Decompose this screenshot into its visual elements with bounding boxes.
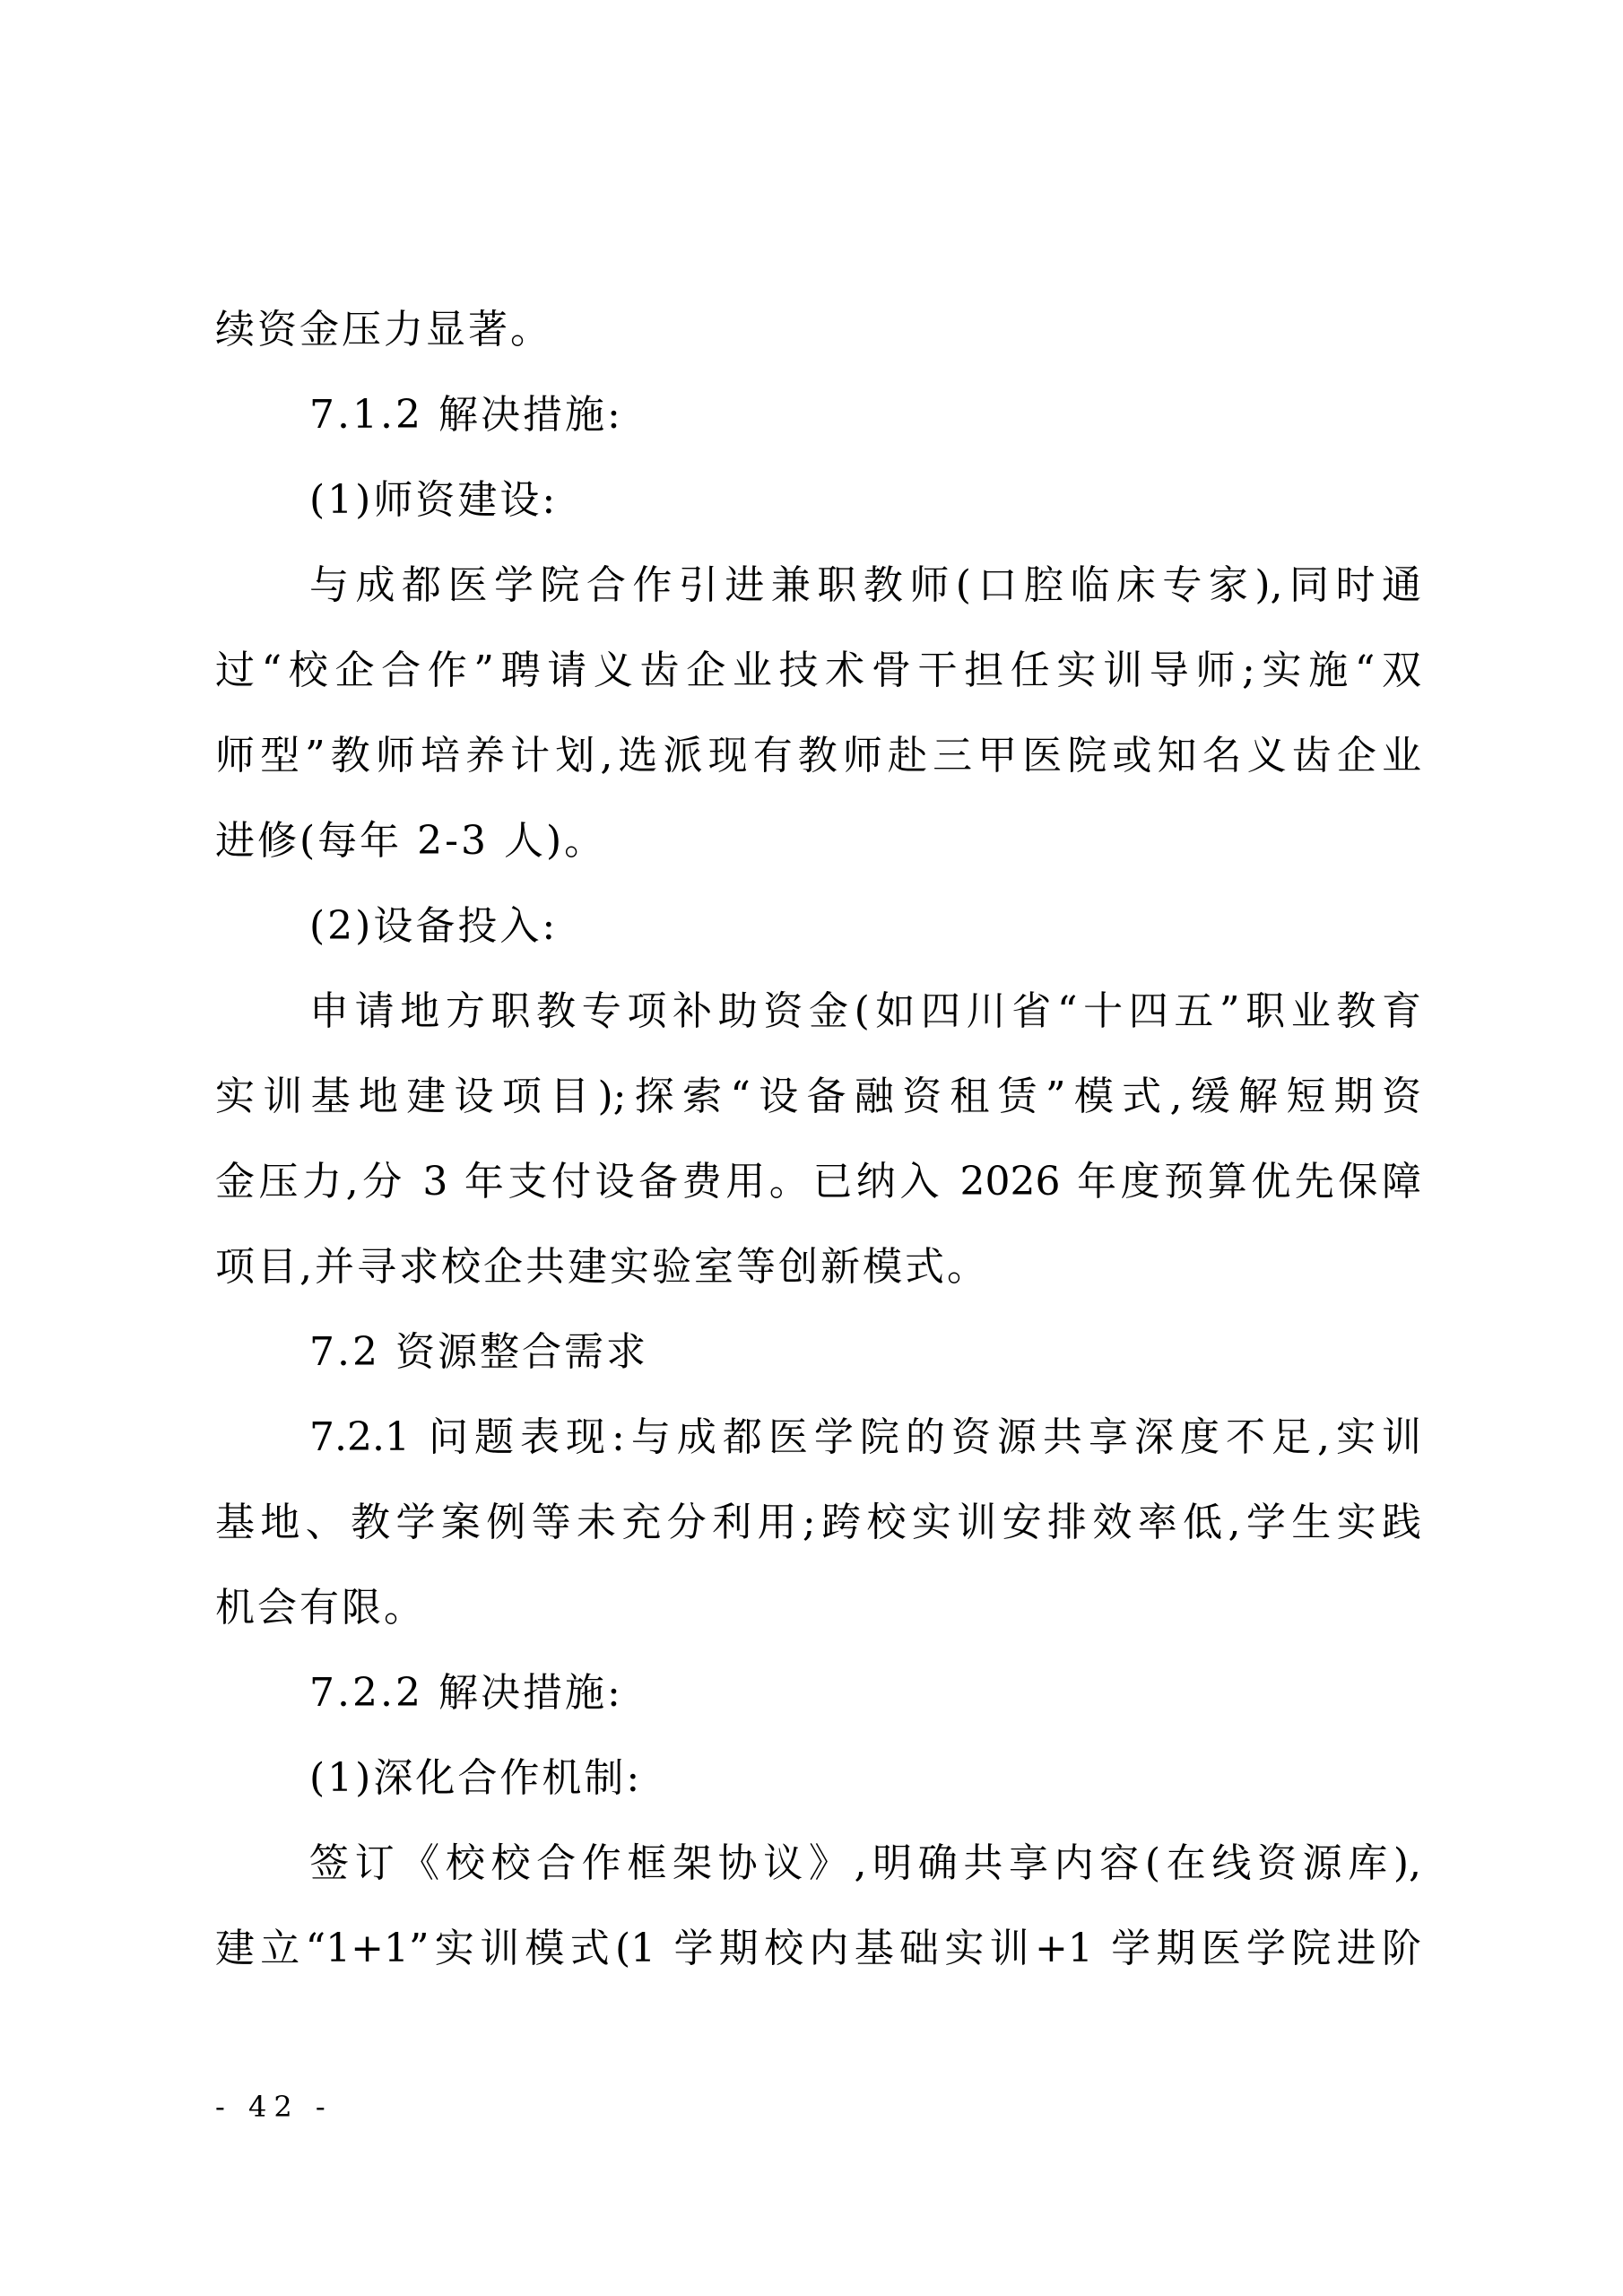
text-block	[215, 287, 1421, 1991]
text-line: 师型”教师培养计划,选派现有教师赴三甲医院或知名义齿企业	[215, 733, 1421, 778]
text-line: 金压力,分 3 年支付设备费用。已纳入 2026 年度预算优先保障	[215, 1159, 1421, 1205]
text-line: 与成都医学院合作引进兼职教师(口腔临床专家),同时通	[309, 562, 1421, 608]
page-number: - 42 -	[215, 2090, 333, 2124]
text-line-heading: 7.2 资源整合需求	[309, 1329, 648, 1375]
text-line: 建立“1+1”实训模式(1 学期校内基础实训+1 学期医学院进阶	[215, 1926, 1421, 1971]
text-line: 签订《校校合作框架协议》,明确共享内容(在线资源库),	[309, 1840, 1421, 1886]
text-line: 进修(每年 2-3 人)。	[215, 818, 607, 864]
text-line: 基地、教学案例等未充分利用;跨校实训安排效率低,学生实践	[215, 1500, 1421, 1545]
text-line-heading: (1)深化合作机制:	[309, 1755, 643, 1801]
text-line: 申请地方职教专项补助资金(如四川省“十四五”职业教育	[309, 988, 1421, 1034]
text-line: 机会有限。	[215, 1585, 426, 1631]
text-line-heading: 7.2.2 解决措施:	[309, 1670, 623, 1716]
text-line-heading: (1)师资建设:	[309, 477, 559, 523]
text-line: 实训基地建设项目);探索“设备融资租赁”模式,缓解短期资	[215, 1074, 1421, 1119]
text-line: 7.2.1 问题表现:与成都医学院的资源共享深度不足,实训	[309, 1414, 1421, 1460]
text-line-heading: 7.1.2 解决措施:	[309, 392, 623, 438]
text-line: 过“校企合作”聘请义齿企业技术骨干担任实训导师;实施“双	[215, 648, 1421, 693]
text-line: 项目,并寻求校企共建实验室等创新模式。	[215, 1244, 989, 1290]
text-line: 续资金压力显著。	[215, 307, 552, 352]
text-line-heading: (2)设备投入:	[309, 903, 559, 949]
